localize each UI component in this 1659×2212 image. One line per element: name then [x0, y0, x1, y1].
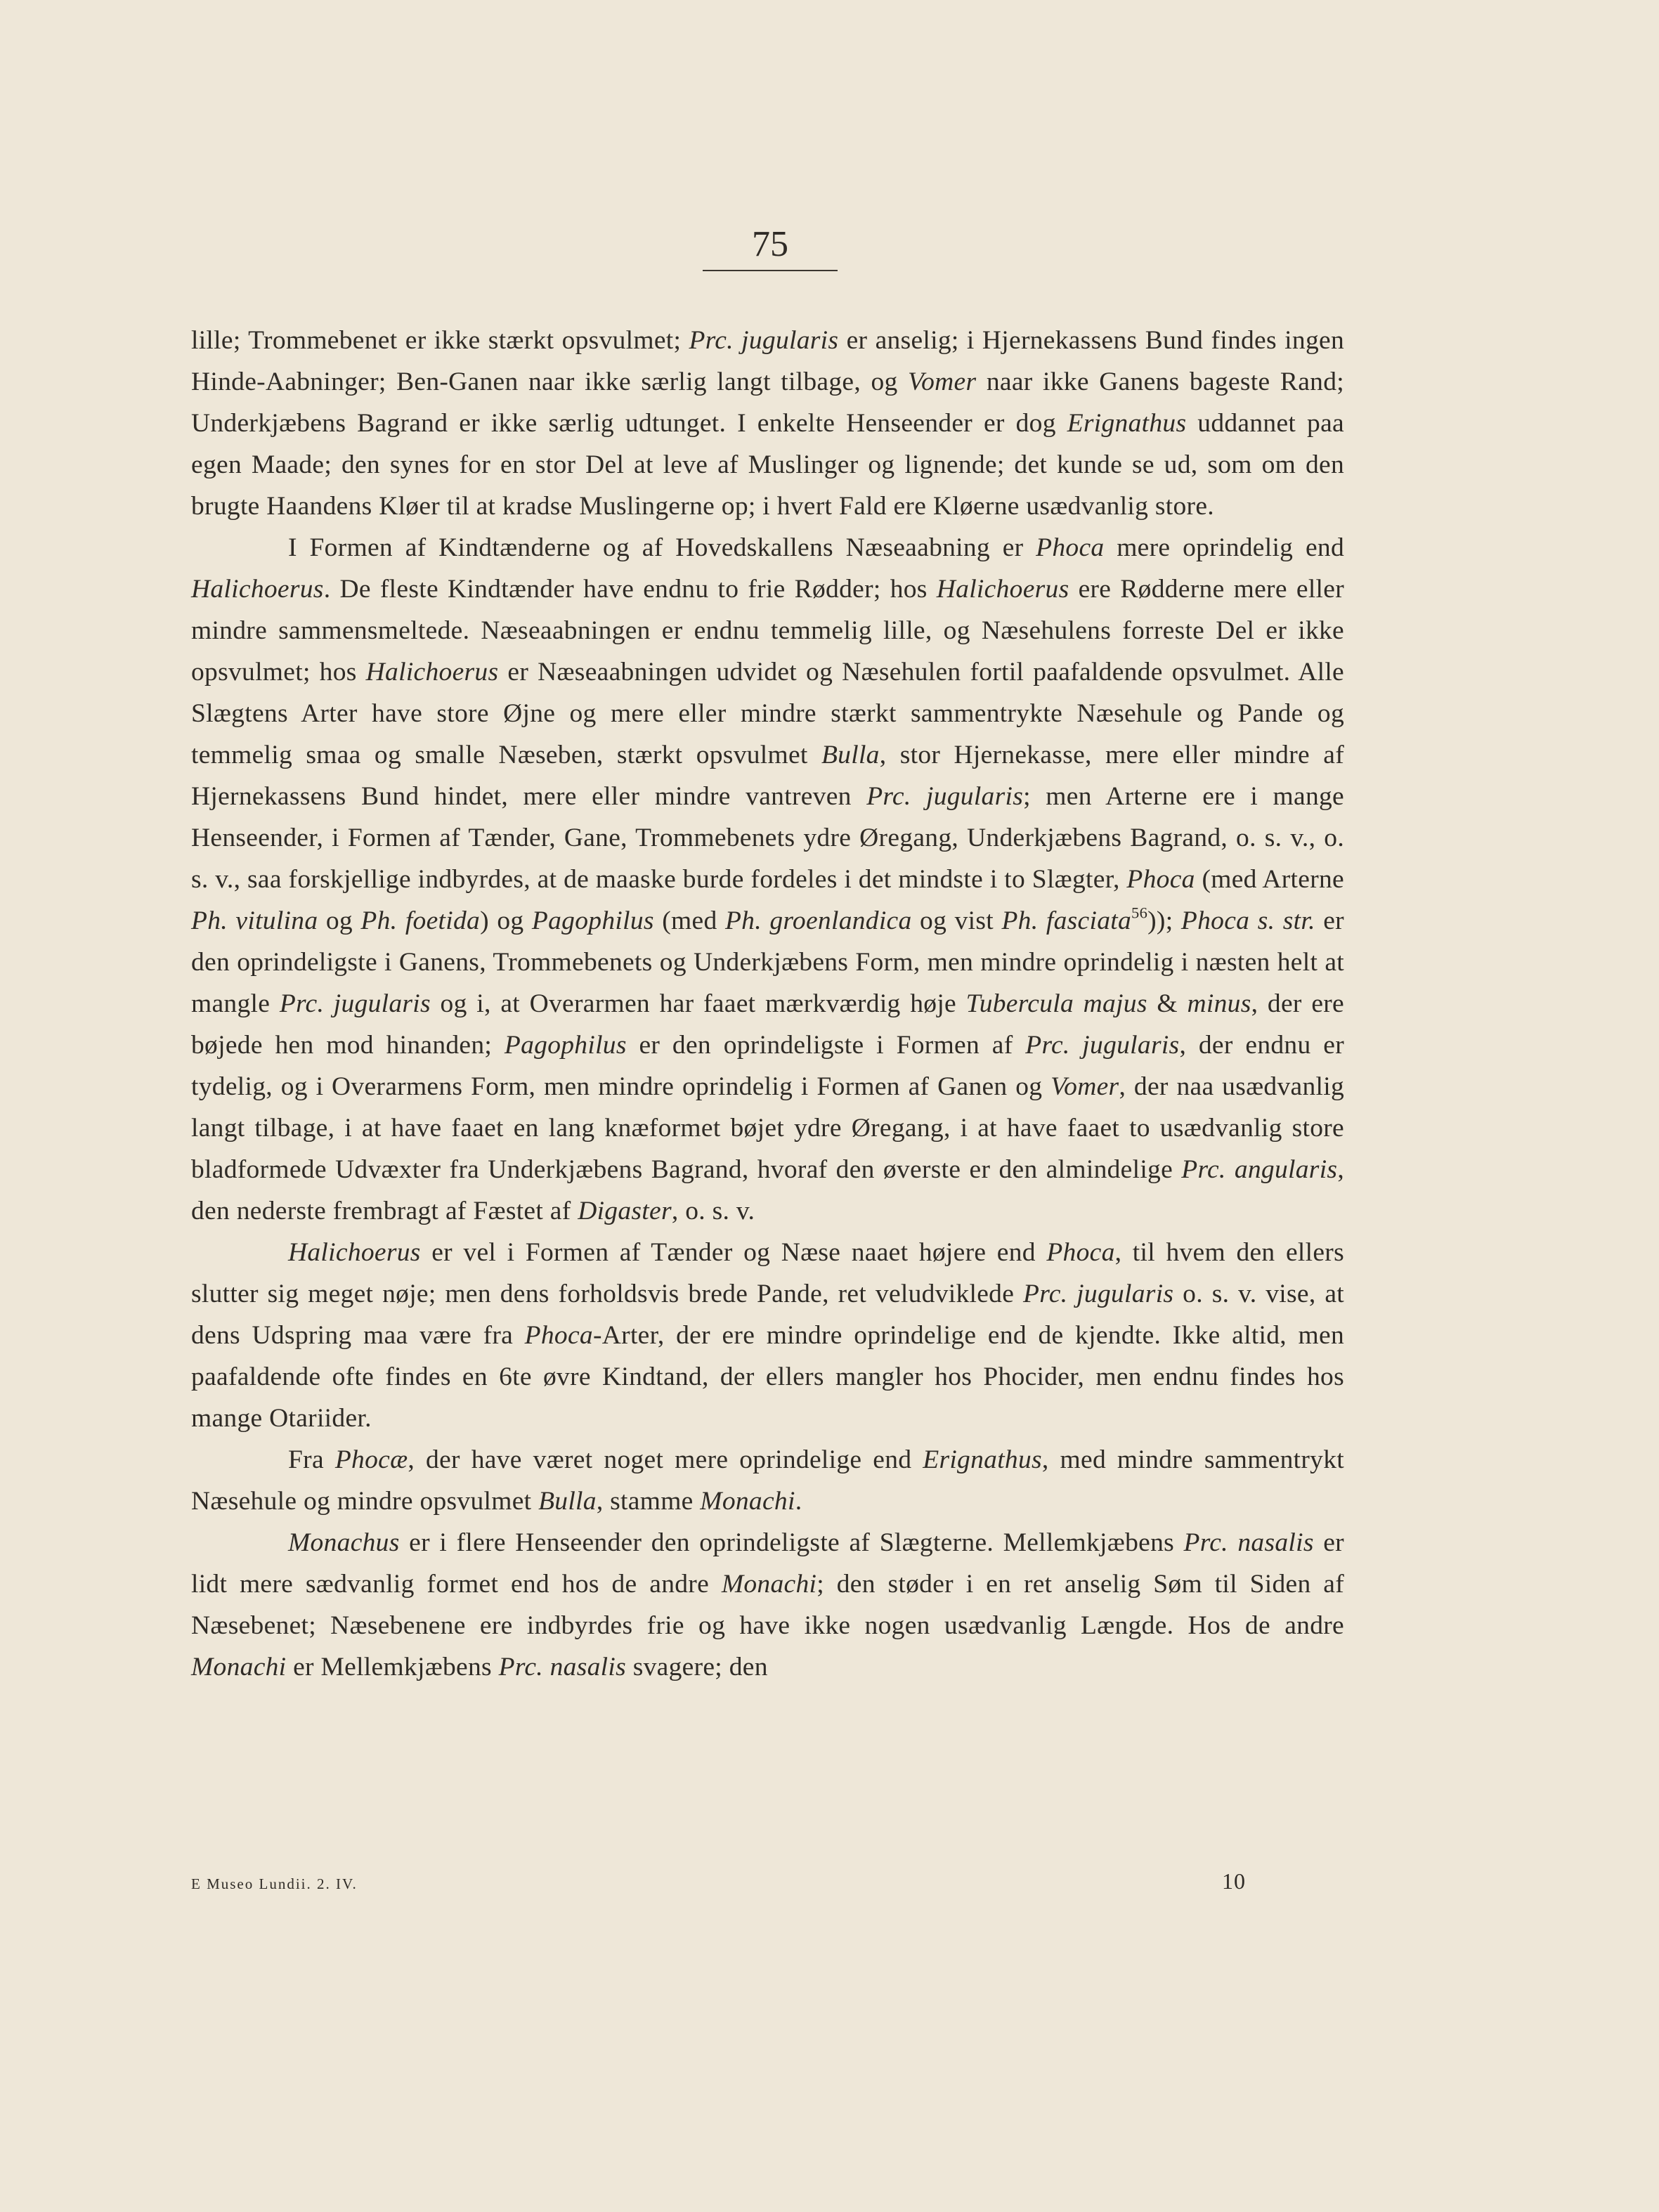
text-run: og i, at Overarmen har faaet mærkværdig høje: [430, 989, 966, 1018]
text-run: svagere; den: [626, 1653, 768, 1681]
text-run: er anselig; i Hjernekassens Bund findes ingen Hinde-Aabninger; Ben-Ganen naar ikke særlig langt tilbage, og: [191, 326, 1344, 396]
italic-term: Phoca s. str.: [1180, 906, 1315, 935]
text-run: er den oprindeligste i Ganens, Trommebenets og Underkjæbens Form, men mindre oprindelig i næsten helt at mangle: [191, 906, 1344, 1018]
paragraph: [191, 527, 1344, 1232]
italic-term: minus: [1187, 989, 1251, 1018]
italic-term: Prc. jugularis: [279, 989, 431, 1018]
italic-term: Prc. nasalis: [498, 1653, 627, 1681]
italic-term: Ph. fasciata: [1001, 906, 1132, 935]
italic-term: Halichoerus: [191, 575, 324, 604]
page-footer: [191, 1868, 1344, 1894]
paragraph: [191, 320, 1344, 527]
text-run: ));: [1147, 906, 1181, 935]
italic-term: Phoca: [1046, 1238, 1115, 1267]
italic-term: Pagophilus: [504, 1031, 627, 1060]
italic-term: Digaster: [578, 1197, 672, 1225]
italic-term: Vomer: [908, 367, 977, 396]
text-run: , stor Hjernekasse, mere eller mindre af Hjernekassens Bund hindet, mere eller mindre vantreven: [191, 741, 1344, 811]
text-run: ; men Arterne ere i mange Henseender, i Formen af Tænder, Gane, Trommebenets ydre Øregang, Underkjæbens Bagrand, o. s. v., o. s. v., saa forskjellige indbyrdes, at de maaske burde fordeles i det mindste i to Slægter,: [191, 782, 1344, 894]
text-run: er vel i Formen af Tænder og Næse naaet højere end: [420, 1238, 1047, 1267]
text-run: er Næseaabningen udvidet og Næsehulen fortil paafaldende opsvulmet. Alle Slægtens Arter have store Øjne og mere eller mindre stærkt sammentrykte Næsehule og Pande og temmelig smaa og smalle Næseben, stærkt opsvulmet: [191, 658, 1345, 769]
italic-term: Bulla: [821, 741, 880, 769]
italic-term: Monachus: [288, 1528, 400, 1557]
text-run: , o. s. v.: [671, 1197, 755, 1225]
text-run: . De fleste Kindtænder have endnu to frie Rødder; hos: [323, 575, 937, 604]
text-run: (med: [653, 906, 725, 935]
italic-term: Monachi: [700, 1487, 795, 1516]
italic-term: Phoca: [1036, 533, 1105, 562]
footnote-ref: 56: [1131, 904, 1148, 922]
italic-term: Prc. jugularis: [1023, 1280, 1174, 1308]
italic-term: Bulla: [538, 1487, 597, 1516]
text-run: naar ikke Ganens bageste Rand; Underkjæbens Bagrand er ikke særlig udtunget. I enkelte Henseender er dog: [191, 367, 1344, 438]
italic-term: Phocæ: [334, 1445, 408, 1474]
text-run: uddannet paa egen Maade; den synes for en stor Del at leve af Muslinger og lignende; det kunde se ud, som om den brugte Haandens Kløer til at kradse Muslingerne op; i hvert Fald ere Kløerne usædvanlig store.: [191, 409, 1344, 521]
italic-term: Prc. angularis: [1181, 1155, 1338, 1184]
italic-term: Prc. nasalis: [1183, 1528, 1314, 1557]
text-run: , der ere bøjede hen mod hinanden;: [191, 989, 1344, 1060]
text-run: lille; Trommebenet er ikke stærkt opsvulmet;: [191, 326, 689, 355]
text-run: , der have været noget mere oprindelige end: [408, 1445, 923, 1474]
italic-term: Pagophilus: [531, 906, 654, 935]
text-run: ere Rødderne mere eller mindre sammensmeltede. Næseaabningen er endnu temmelig lille, og Næsehulens forreste Del er ikke opsvulmet; hos: [191, 575, 1344, 687]
text-run: Fra: [288, 1445, 335, 1474]
italic-term: Halichoerus: [288, 1238, 421, 1267]
text-run: &: [1147, 989, 1188, 1018]
text-run: ; den støder i en ret anselig Søm til Siden af Næsebenet; Næsebenene ere indbyrdes frie og have ikke nogen usædvanlig Længde. Hos de andre: [191, 1570, 1345, 1640]
italic-term: Monachi: [721, 1570, 817, 1599]
italic-term: Ph. groenlandica: [724, 906, 912, 935]
italic-term: Ph. vitulina: [191, 906, 318, 935]
italic-term: Prc. jugularis: [866, 782, 1024, 811]
italic-term: Erignathus: [1067, 409, 1187, 438]
paragraph: [191, 1439, 1344, 1522]
italic-term: Monachi: [191, 1653, 287, 1681]
text-run: o. s. v. vise, at dens Udspring maa være fra: [191, 1280, 1345, 1350]
text-run: er den oprindeligste i Formen af: [626, 1031, 1026, 1060]
italic-term: Erignathus: [923, 1445, 1042, 1474]
text-run: , den nederste frembragt af Fæstet af: [191, 1155, 1344, 1225]
text-run: og: [318, 906, 361, 935]
footer-signature: 10: [1222, 1868, 1246, 1894]
italic-term: Ph. foetida: [360, 906, 481, 935]
italic-term: Phoca: [1126, 865, 1195, 894]
italic-term: Halichoerus: [936, 575, 1069, 604]
text-run: mere oprindelig end: [1104, 533, 1344, 562]
text-run: , med mindre sammentrykt Næsehule og mindre opsvulmet: [191, 1445, 1344, 1516]
italic-term: Tubercula majus: [965, 989, 1147, 1018]
text-run: , der naa usædvanlig langt tilbage, i at have faaet en lang knæformet bøjet ydre Øregang, i at have faaet to usædvanlig store bladformede Udvæxter fra Underkjæbens Bagrand, hvoraf den øverste er den almindelige: [191, 1072, 1344, 1184]
italic-term: Vomer: [1050, 1072, 1119, 1101]
footer-imprint: E Museo Lundii. 2. IV.: [191, 1875, 358, 1892]
text-run: .: [795, 1487, 802, 1516]
text-run: -Arter, der ere mindre oprindelige end de kjendte. Ikke altid, men paafaldende ofte findes en 6te øvre Kindtand, der ellers mangler hos Phocider, men endnu findes hos mange Otariider.: [191, 1321, 1344, 1433]
text-run: ) og: [480, 906, 532, 935]
italic-term: Halichoerus: [365, 658, 499, 687]
text-run: , stamme: [596, 1487, 701, 1516]
body-text: [191, 320, 1344, 1688]
text-run: er Mellemkjæbens: [286, 1653, 499, 1681]
text-run: I Formen af Kindtænderne og af Hovedskallens Næseaabning er: [288, 533, 1036, 562]
text-run: (med Arterne: [1195, 865, 1344, 894]
paragraph: [191, 1232, 1344, 1439]
italic-term: Prc. jugularis: [1025, 1031, 1180, 1060]
text-run: , der endnu er tydelig, og i Overarmens Form, men mindre oprindelig i Formen af Ganen og: [191, 1031, 1345, 1101]
italic-term: Prc. jugularis: [689, 326, 839, 355]
page-number: 75: [703, 223, 838, 271]
paragraph: [191, 1522, 1344, 1688]
text-run: og vist: [911, 906, 1002, 935]
text-run: er lidt mere sædvanlig formet end hos de andre: [191, 1528, 1344, 1599]
text-run: , til hvem den ellers slutter sig meget nøje; men dens forholdsvis brede Pande, ret veludviklede: [191, 1238, 1344, 1308]
italic-term: Phoca: [524, 1321, 593, 1350]
text-run: er i flere Henseender den oprindeligste af Slægterne. Mellemkjæbens: [399, 1528, 1184, 1557]
